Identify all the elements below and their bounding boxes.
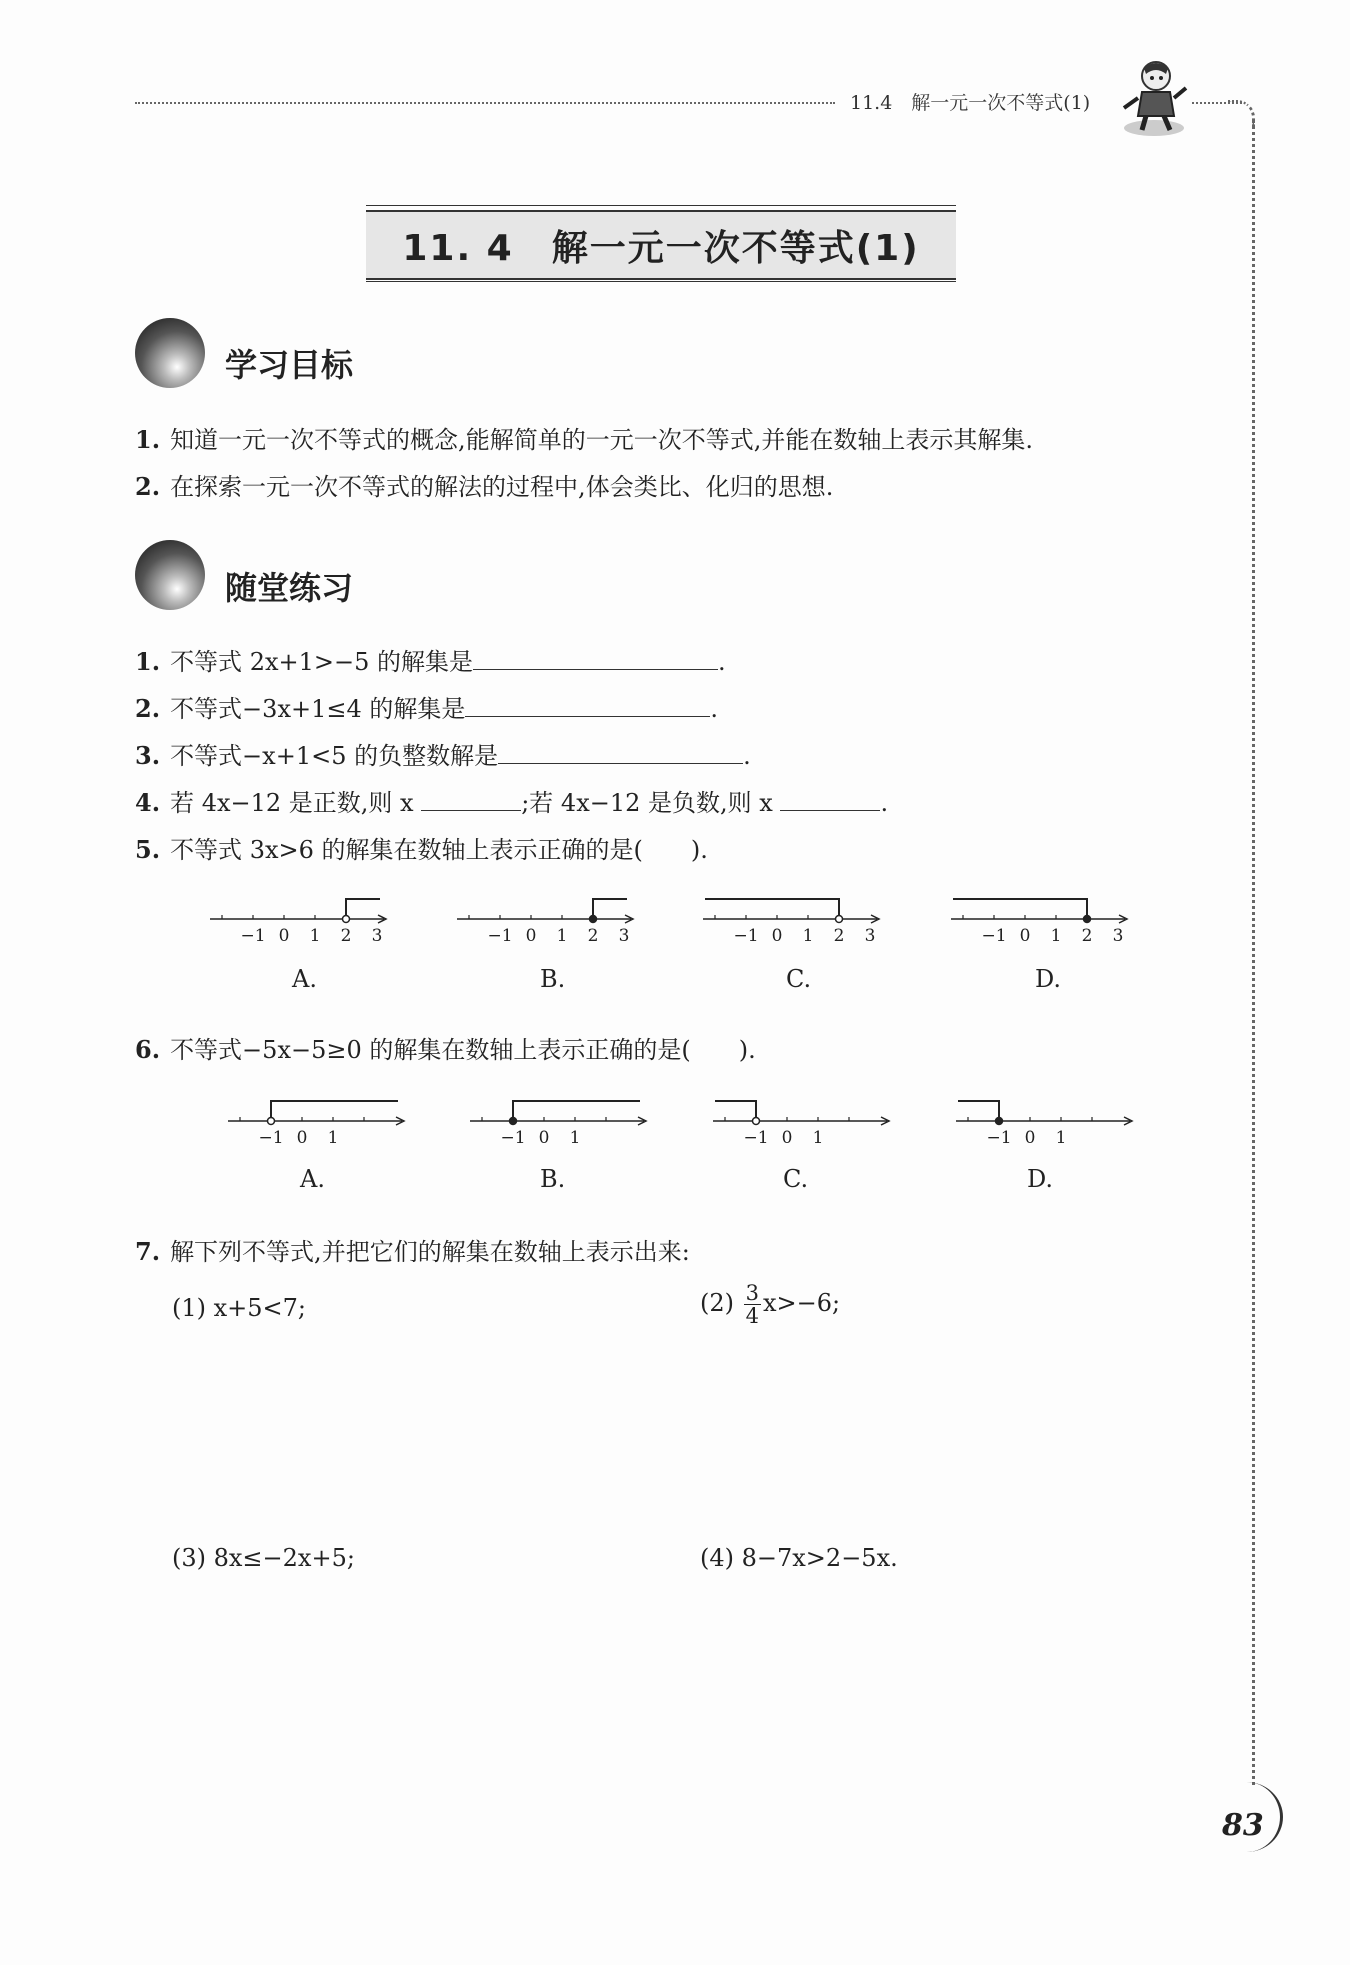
tick-label: 3 (864, 926, 876, 946)
answer-blank[interactable] (421, 784, 521, 811)
solution-ray (271, 1101, 398, 1121)
option-label-c[interactable]: C. (783, 1165, 809, 1193)
tick-label: 3 (1112, 926, 1124, 946)
solution-ray (958, 1101, 999, 1121)
tick-label: 2 (340, 926, 352, 946)
tick-label: 0 (538, 1128, 550, 1148)
tick-label: 0 (525, 926, 537, 946)
solution-ray (346, 899, 380, 919)
answer-blank[interactable] (473, 643, 718, 670)
option-label-b[interactable]: B. (540, 965, 566, 993)
mascot-illustration (1118, 58, 1190, 138)
tick-label: −1 (981, 926, 1007, 946)
tick-label: 1 (569, 1128, 581, 1148)
right-dotted-border (1252, 120, 1255, 1785)
solution-ray (593, 899, 627, 919)
tick-label: −1 (258, 1128, 284, 1148)
question-7: 7. 解下列不等式,并把它们的解集在数轴上表示出来: (135, 1237, 690, 1266)
subquestion-3: (3) 8x≤−2x+5; (172, 1544, 355, 1572)
question-3: 3. 不等式−x+1<5 的负整数解是 . (135, 736, 751, 771)
page-number: 83 (1222, 1808, 1264, 1843)
closed-endpoint (1084, 916, 1091, 923)
border-corner (1228, 100, 1255, 126)
answer-blank[interactable] (498, 737, 743, 764)
number-line-5a (210, 893, 390, 953)
answer-blank[interactable] (780, 784, 880, 811)
tick-label: 0 (1019, 926, 1031, 946)
tick-label: 0 (278, 926, 290, 946)
open-endpoint (343, 916, 350, 923)
tick-label: −1 (487, 926, 513, 946)
number-line-5b (457, 893, 637, 953)
title-rule-bottom (366, 281, 956, 282)
closed-endpoint (590, 916, 597, 923)
tick-label: 2 (587, 926, 599, 946)
tick-label: −1 (500, 1128, 526, 1148)
tick-label: 2 (833, 926, 845, 946)
tick-label: 0 (781, 1128, 793, 1148)
open-endpoint (268, 1118, 275, 1125)
section-title-goals: 学习目标 (225, 346, 354, 384)
closed-endpoint (510, 1118, 517, 1125)
number-line-5d (951, 893, 1131, 953)
solution-ray (715, 1101, 756, 1121)
tick-label: 1 (309, 926, 321, 946)
tick-label: 0 (296, 1128, 308, 1148)
tick-label: −1 (240, 926, 266, 946)
tick-label: 1 (556, 926, 568, 946)
section-title-practice: 随堂练习 (225, 569, 354, 607)
number-line-6b (470, 1095, 650, 1155)
tick-label: −1 (733, 926, 759, 946)
option-label-d[interactable]: D. (1035, 965, 1062, 993)
option-label-a[interactable]: A. (292, 965, 317, 993)
number-line-6a (228, 1095, 408, 1155)
tick-label: 0 (1024, 1128, 1036, 1148)
question-2: 2. 不等式−3x+1≤4 的解集是 . (135, 689, 718, 724)
question-6: 6. 不等式−5x−5≥0 的解集在数轴上表示正确的是( ). (135, 1035, 756, 1064)
globe-icon (135, 540, 205, 610)
number-line-6c (713, 1095, 893, 1155)
option-label-a[interactable]: A. (300, 1165, 325, 1193)
tick-label: 1 (1050, 926, 1062, 946)
question-1: 1. 不等式 2x+1>−5 的解集是 . (135, 642, 726, 677)
open-endpoint (753, 1118, 760, 1125)
tick-label: 1 (327, 1128, 339, 1148)
fraction: $\frac{3}{4}$ (745, 1281, 759, 1328)
tick-label: 1 (802, 926, 814, 946)
globe-icon (135, 318, 205, 388)
question-5: 5. 不等式 3x>6 的解集在数轴上表示正确的是( ). (135, 835, 708, 864)
tick-label: 1 (812, 1128, 824, 1148)
tick-label: 1 (1055, 1128, 1067, 1148)
answer-blank[interactable] (465, 690, 710, 717)
closed-endpoint (996, 1118, 1003, 1125)
tick-label: 0 (771, 926, 783, 946)
tick-label: 2 (1081, 926, 1093, 946)
question-4: 4. 若 4x−12 是正数,则 x ;若 4x−12 是负数,则 x . (135, 783, 888, 818)
header-dotted-line (135, 102, 835, 104)
tick-label: 3 (371, 926, 383, 946)
tick-label: −1 (986, 1128, 1012, 1148)
solution-ray (513, 1101, 640, 1121)
tick-label: 3 (618, 926, 630, 946)
option-label-b[interactable]: B. (540, 1165, 566, 1193)
option-label-c[interactable]: C. (786, 965, 812, 993)
tick-label: −1 (743, 1128, 769, 1148)
number-line-6d (956, 1095, 1136, 1155)
page-title: 11. 4 解一元一次不等式(1) (402, 228, 920, 269)
option-label-d[interactable]: D. (1027, 1165, 1054, 1193)
running-title: 11.4 解一元一次不等式(1) (850, 92, 1091, 114)
subquestion-4: (4) 8−7x>2−5x. (700, 1544, 898, 1572)
goal-item: 2. 在探索一元一次不等式的解法的过程中,体会类比、化归的思想. (135, 472, 834, 501)
title-rule-top (366, 205, 956, 206)
solution-ray (705, 899, 839, 919)
goal-item: 1. 知道一元一次不等式的概念,能解简单的一元一次不等式,并能在数轴上表示其解集. (135, 425, 1033, 454)
solution-ray (953, 899, 1087, 919)
number-line-5c (703, 893, 883, 953)
open-endpoint (836, 916, 843, 923)
subquestion-1: (1) x+5<7; (172, 1294, 307, 1322)
subquestion-2: (2) $\frac{3}{4}$ x>−6; (700, 1281, 841, 1328)
